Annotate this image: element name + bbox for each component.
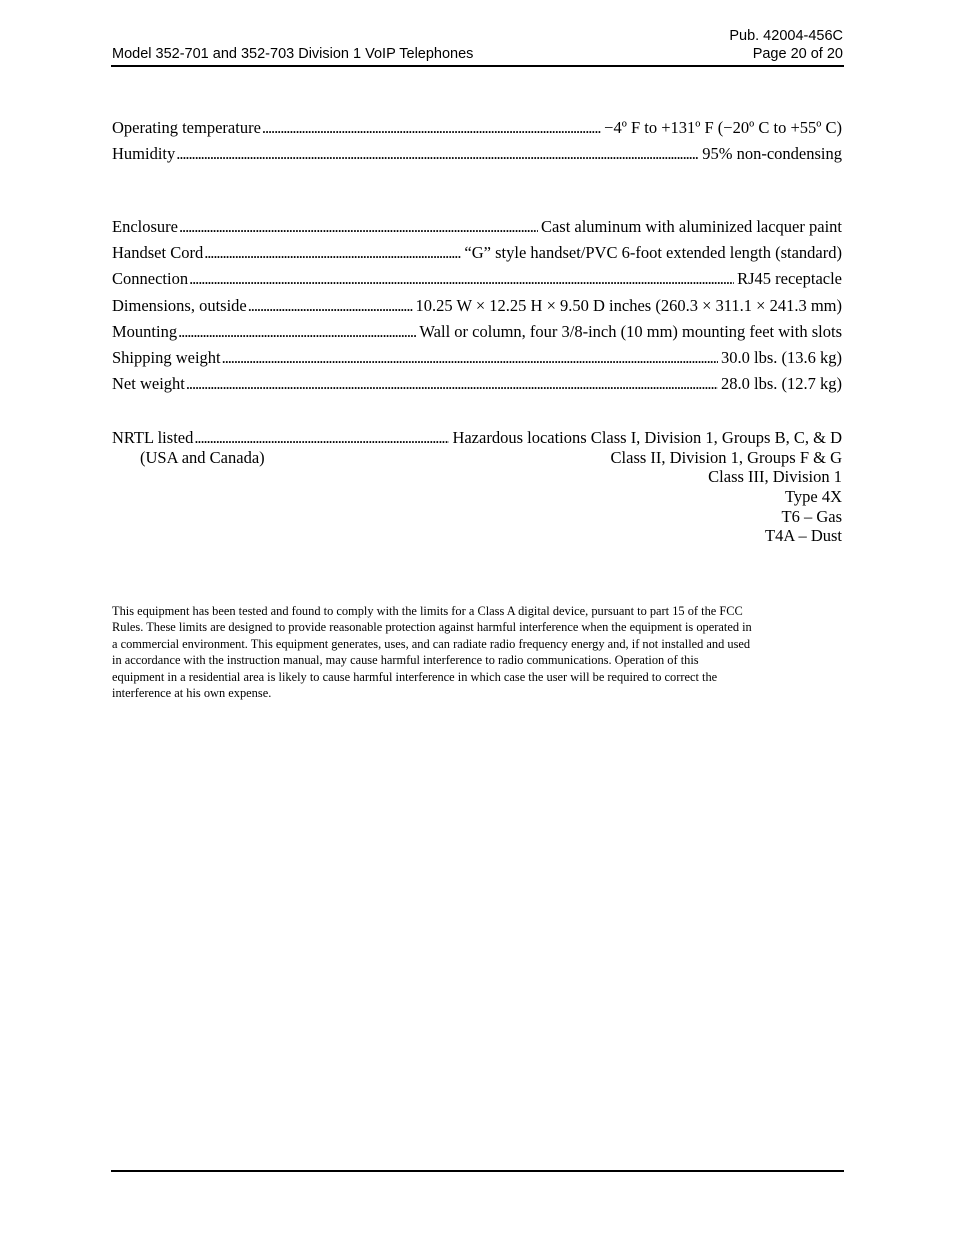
fcc-notice-line: in accordance with the instruction manual, may cause harmful interference to radio communications. Operation of this [112,653,699,668]
page-number: Page 20 of 20 [752,46,843,62]
spec-row [112,322,842,342]
fcc-notice-line: This equipment has been tested and found to comply with the limits for a Class A digital device, pursuant to part 15 of the FCC [112,604,743,618]
certification-line: Class III, Division 1 [708,467,842,486]
page-header [112,46,843,63]
dot-leader [194,428,449,448]
dot-leader [204,243,461,263]
spec-value: 95% non-condensing [702,144,842,163]
dot-leader [179,217,538,237]
certification-line: Class II, Division 1, Groups F & G [610,448,842,467]
spec-value: 30.0 lbs. (13.6 kg) [721,348,842,367]
spec-row [112,144,842,164]
fcc-notice-line: interference at his own expense. [112,686,272,701]
spec-value: Cast aluminum with aluminized lacquer paint [540,217,842,236]
fcc-notice-line: a commercial environment. This equipment generates, uses, and can radiate radio frequency energy and, if not installed and used [112,636,751,651]
spec-label: Shipping weight [112,348,221,367]
certification-line: Type 4X [784,487,842,506]
fcc-notice [112,603,844,701]
certification-region: (USA and Canada) [140,448,265,467]
dot-leader [176,144,699,164]
spec-value: Wall or column, four 3/8-inch (10 mm) mounting feet with slots [419,322,842,341]
spec-value: Hazardous locations Class I, Division 1, Groups B, C, & D [452,428,842,447]
spec-row [112,118,842,138]
dot-leader [262,118,601,138]
spec-row [112,428,842,448]
spec-row [112,217,842,237]
spec-row [112,269,842,289]
spec-label: Enclosure [112,217,178,236]
spec-row [112,348,842,368]
spec-label: Humidity [112,144,176,163]
fcc-notice-line: equipment in a residential area is likely to cause harmful interference in which case the user will be required to correct the [112,669,718,684]
spec-value: 28.0 lbs. (12.7 kg) [721,374,842,393]
dot-leader [178,322,416,342]
document-title: Model 352-701 and 352-703 Division 1 VoIP Telephones [112,46,474,62]
spec-label: Operating temperature [112,118,261,137]
certification-line: T4A – Dust [764,526,842,545]
spec-label: Net weight [112,374,185,393]
spec-value: “G” style handset/PVC 6-foot extended length (standard) [464,243,842,262]
dot-leader [222,348,718,368]
publication-number: Pub. 42004-456C [729,28,843,44]
spec-value: RJ45 receptacle [737,269,842,288]
spec-row [112,296,842,316]
spec-value: 10.25 W × 12.25 H × 9.50 D inches (260.3 × 311.1 × 241.3 mm) [415,296,842,315]
spec-label: Dimensions, outside [112,296,247,315]
dot-leader [248,296,413,316]
spec-label: Connection [112,269,189,288]
spec-row [112,243,842,263]
footer-rule [111,1170,844,1172]
spec-label: Mounting [112,322,178,341]
spec-row [112,374,842,394]
dot-leader [186,374,718,394]
spec-label: Handset Cord [112,243,204,262]
certification-line: T6 – Gas [781,507,842,526]
spec-value: −4º F to +131º F (−20º C to +55º C) [604,118,842,137]
header-rule [111,65,844,67]
fcc-notice-line: Rules. These limits are designed to provide reasonable protection against harmful interference when the equipment is operated in [112,620,752,635]
spec-label: NRTL listed [112,428,194,447]
dot-leader [189,269,734,289]
